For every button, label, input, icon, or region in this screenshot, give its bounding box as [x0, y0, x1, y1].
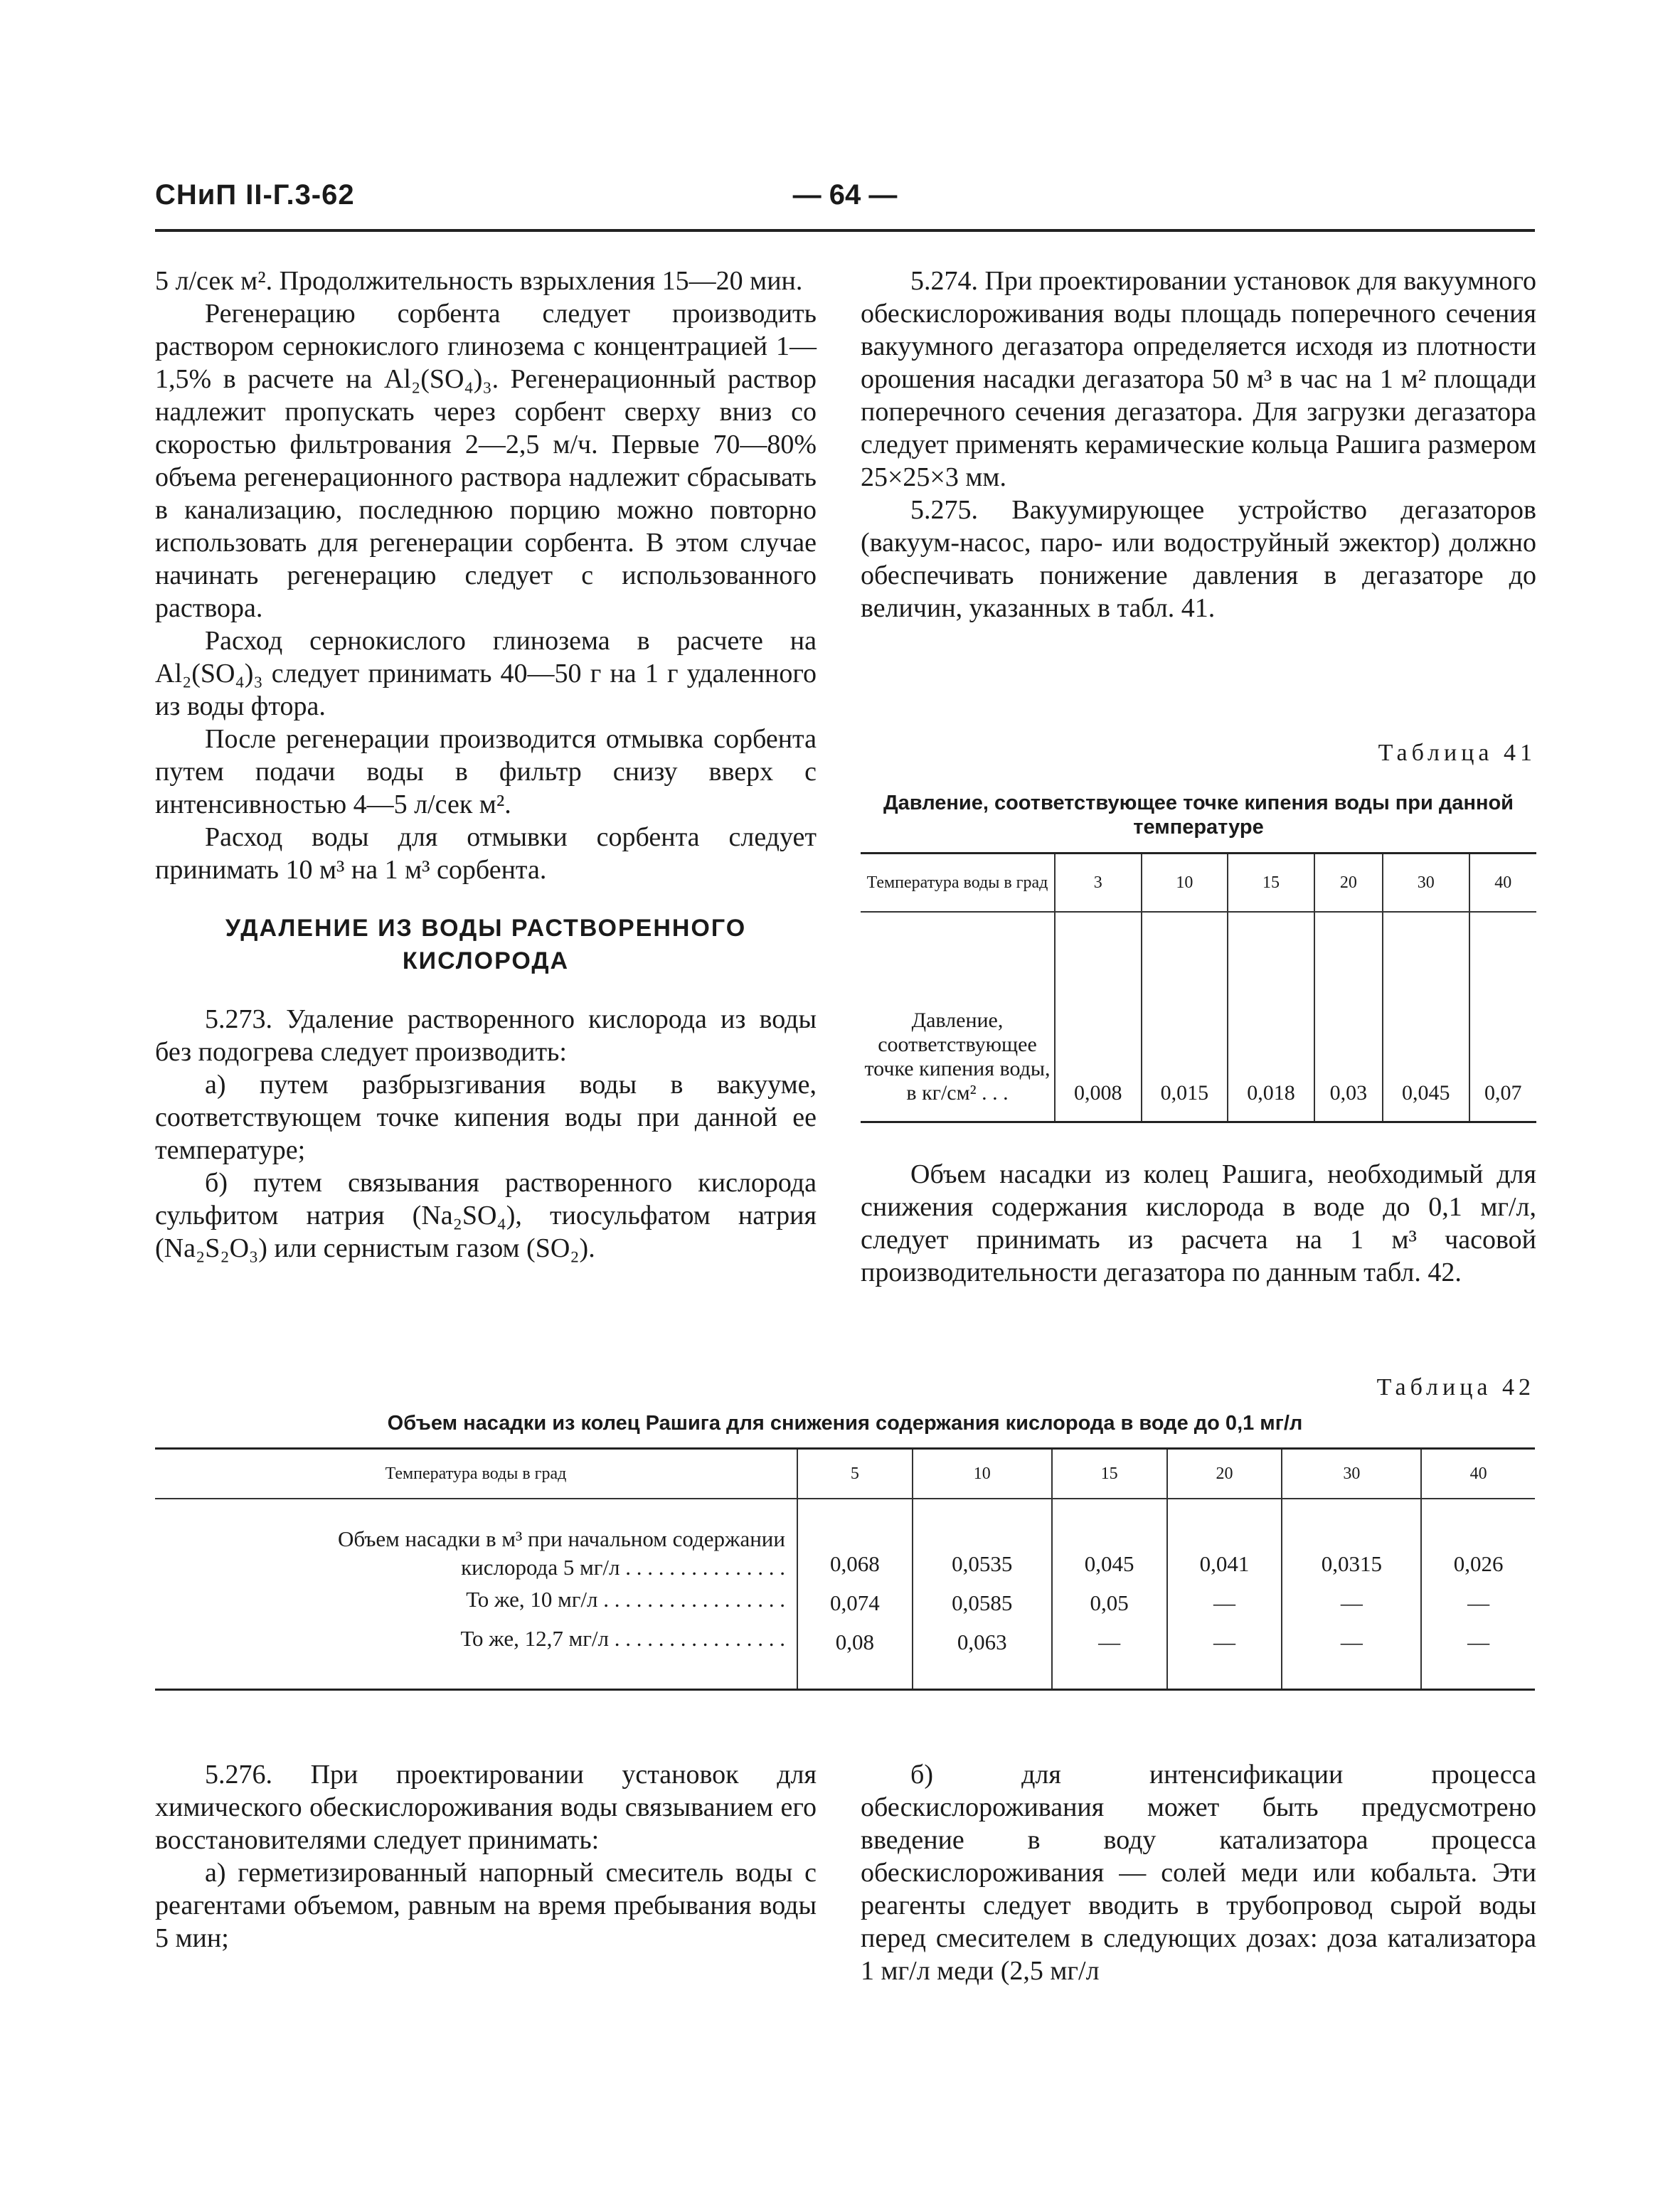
table-cell: 0,026	[1421, 1499, 1535, 1583]
table-cell: 0,03	[1314, 912, 1383, 1122]
table-42	[155, 1447, 1535, 1691]
table-cell: —	[1167, 1622, 1282, 1690]
table-header-cell: 30	[1282, 1449, 1421, 1499]
paragraph: б) путем связывания растворенного кислорода сульфитом натрия (Na₂SO₄), тиосульфатом натрия (Na₂S₂O₃) или сернистым газом (SO₂).	[155, 1168, 817, 1263]
table-header-cell: 5	[797, 1449, 913, 1499]
row-label-line: Объем насадки в м³ при начальном содержании	[338, 1526, 785, 1551]
table-cell: 0,0585	[913, 1583, 1052, 1622]
paragraph: Регенерацию сорбента следует производить раствором сернокислого глинозема с концентрацией 1—1,5% в расчете на Al₂(SO₄)₃. Регенерационный раствор надлежит пропускать через сорбент сверху вниз со скоростью фильтрования 2—2,5 м/ч. Первые 70—80% объема регенерационного раствора надлежит сбрасывать в канализацию, последнюю порцию можно повторно использовать для регенерации сорбента. В этом случае начинать регенерацию следует с использованного раствора.	[155, 299, 817, 623]
paragraph: Расход сернокислого глинозема в расчете на Al₂(SO₄)₃ следует принимать 40—50 г на 1 г удаленного из воды фтора.	[155, 626, 817, 721]
paragraph: а) путем разбрызгивания воды в вакууме, соответствующем точке кипения воды при данной ее температуре;	[155, 1070, 817, 1165]
table-41	[861, 852, 1536, 1123]
table-42-caption: Объем насадки из колец Рашига для снижения содержания кислорода в воде до 0,1 мг/л	[387, 1412, 1303, 1435]
paragraph: 5.274. При проектировании установок для вакуумного обескислороживания воды площадь поперечного сечения вакуумного дегазатора определяется исходя из плотности орошения насадки дегазатора 50 м³ в час на 1 м² площади поперечного сечения дегазатора. Для загрузки дегазатора следует применять керамические кольца Рашига размером 25×25×3 мм.	[861, 266, 1536, 492]
section-heading: УДАЛЕНИЕ ИЗ ВОДЫ РАСТВОРЕННОГО КИСЛОРОДА	[225, 915, 747, 974]
table-header-cell: 15	[1052, 1449, 1167, 1499]
table-cell: —	[1167, 1583, 1282, 1622]
left-column-bottom	[155, 1758, 817, 1955]
paragraph: После регенерации производится отмывка сорбента путем подачи воды в фильтр снизу вверх с интенсивностью 4—5 л/сек м².	[155, 724, 817, 819]
table-cell: 0,074	[797, 1583, 913, 1622]
table-header-row	[155, 1449, 1535, 1499]
table-41-caption: Давление, соответствующее точке кипения воды при данной температуре	[883, 792, 1514, 839]
table-cell: —	[1282, 1622, 1421, 1690]
paragraph: 5.275. Вакуумирующее устройство дегазаторов (вакуум-насос, паро- или водоструйный эжектор) должно обеспечивать понижение давления в дегазаторе до величин, указанных в табл. 41.	[861, 495, 1536, 623]
table-header-cell: 3	[1055, 854, 1142, 913]
paragraph: 5.273. Удаление растворенного кислорода из воды без подогрева следует производить:	[155, 1004, 817, 1067]
table-row	[155, 1583, 1535, 1622]
table-cell: —	[1282, 1583, 1421, 1622]
right-column-bottom	[861, 1758, 1536, 1987]
table-cell: 0,05	[1052, 1583, 1167, 1622]
table-cell: 0,063	[913, 1622, 1052, 1690]
table-cell: 0,018	[1228, 912, 1314, 1122]
table-cell: 0,015	[1142, 912, 1228, 1122]
table-cell: —	[1421, 1622, 1535, 1690]
right-column-middle	[861, 1158, 1536, 1289]
table-header-cell: 20	[1167, 1449, 1282, 1499]
table-header-row	[861, 854, 1536, 913]
table-cell: 0,0535	[913, 1499, 1052, 1583]
table-cell: —	[1052, 1622, 1167, 1690]
paragraph: Расход воды для отмывки сорбента следует принимать 10 м³ на 1 м³ сорбента.	[155, 822, 817, 885]
left-column-top	[155, 265, 817, 1265]
paragraph: 5.276. При проектировании установок для химического обескислороживания воды связыванием его восстановителями следует принимать:	[155, 1760, 817, 1855]
table-cell: —	[1421, 1583, 1535, 1622]
table-header-cell: 10	[1142, 854, 1228, 913]
table-header-cell: 10	[913, 1449, 1052, 1499]
page-header	[155, 179, 1535, 232]
table-header-cell: 20	[1314, 854, 1383, 913]
table-cell: 0,0315	[1282, 1499, 1421, 1583]
table-header-cell: 40	[1469, 854, 1536, 913]
table-header-cell: 15	[1228, 854, 1314, 913]
table-cell: 0,07	[1469, 912, 1536, 1122]
table-cell: 0,041	[1167, 1499, 1282, 1583]
table-header-cell: Температура воды в град	[861, 854, 1055, 913]
row-label-line: кислорода 5 мг/л . . . . . . . . . . . . . . .	[461, 1555, 785, 1580]
table-row-label	[155, 1499, 797, 1583]
table-row	[155, 1499, 1535, 1583]
table-row-label: То же, 10 мг/л . . . . . . . . . . . . . . . . .	[466, 1587, 785, 1612]
paragraph: б) для интенсификации процесса обескислороживания может быть предусмотрено введение в воду катализатора процесса обескислороживания — солей меди или кобальта. Эти реагенты следует вводить в трубопровод сырой воды перед смесителем в следующих дозах: доза катализатора 1 мг/л меди (2,5 мг/л	[861, 1760, 1536, 1986]
table-row	[155, 1622, 1535, 1690]
table-row-label: То же, 12,7 мг/л . . . . . . . . . . . . . . . .	[460, 1626, 785, 1651]
table-cell: 0,045	[1383, 912, 1469, 1122]
paragraph: Объем насадки из колец Рашига, необходимый для снижения содержания кислорода в воде до 0,1 мг/л, следует принимать из расчета на 1 м³ часовой производительности дегазатора по данным табл. 42.	[861, 1159, 1536, 1287]
document-code: СНиП II-Г.3-62	[155, 179, 355, 211]
paragraph: а) герметизированный напорный смеситель воды с реагентами объемом, равным на время пребывания воды 5 мин;	[155, 1858, 817, 1953]
table-41-label: Таблица 41	[1378, 740, 1536, 766]
table-cell: 0,08	[797, 1622, 913, 1690]
page-number: — 64 —	[792, 179, 898, 211]
table-row-label: Давление, соответствующее точке кипения воды, в кг/см² . . .	[861, 912, 1055, 1122]
table-42-label: Таблица 42	[1376, 1374, 1535, 1400]
table-header-cell: 40	[1421, 1449, 1535, 1499]
table-header-cell: Температура воды в град	[155, 1449, 797, 1499]
paragraph: 5 л/сек м². Продолжительность взрыхления 15—20 мин.	[155, 266, 803, 296]
table-cell: 0,068	[797, 1499, 913, 1583]
right-column-top	[861, 265, 1536, 624]
table-row	[861, 912, 1536, 1122]
table-cell: 0,045	[1052, 1499, 1167, 1583]
table-header-cell: 30	[1383, 854, 1469, 913]
table-cell: 0,008	[1055, 912, 1142, 1122]
